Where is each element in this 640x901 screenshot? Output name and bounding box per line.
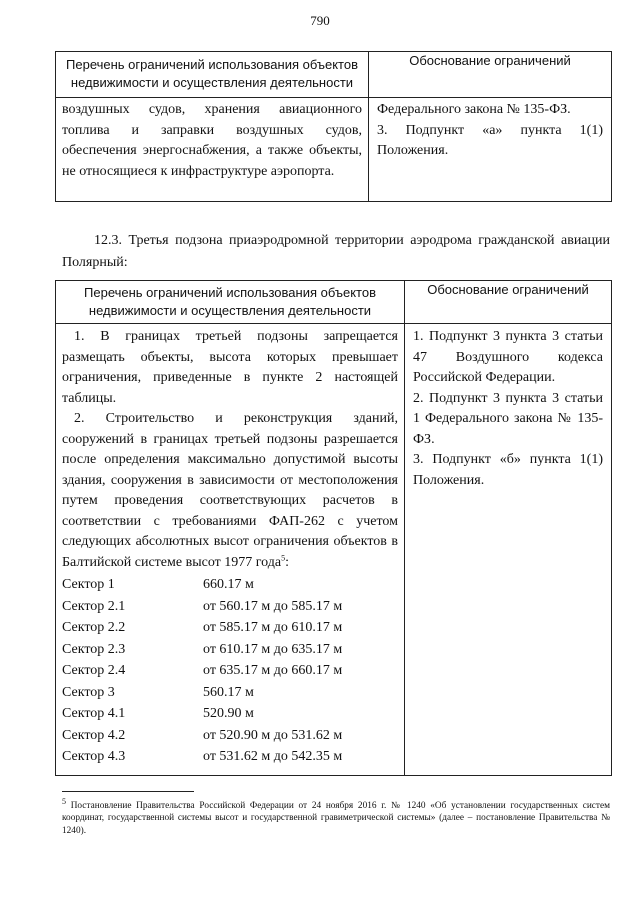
table2-basis-cell [405,324,612,776]
footnote-separator [62,791,194,792]
sector-row: Сектор 2.1 от 560.17 м до 585.17 м [62,598,343,614]
footnote-mark: 5 [62,796,66,806]
sector-row: Сектор 4.3 от 531.62 м до 542.35 м [62,749,343,764]
table2-header-basis: Обоснование ограничений [405,281,612,324]
table1-basis-line2: 3. Подпункт «а» пункта 1(1) Положения. [377,122,603,158]
page-number: 790 [310,13,330,28]
table1-basis-line1: Федерального закона № 135-ФЗ. [377,102,571,117]
section-heading: 12.3. Третья подзона приаэродромной территории аэродрома гражданской авиации Полярный: [62,233,610,270]
table1-restriction-cell: воздушных судов, хранения авиационного топлива и заправки воздушных судов, обеспечения энергоснабжения, а также объекты, не относящиеся к инфраструктуре аэропорта. [56,98,369,202]
table1-basis-cell [369,98,612,202]
table-third-subzone [55,280,612,776]
basis-item-2: 2. Подпункт 3 пункта 3 статьи 1 Федерального закона № 135-ФЗ. [413,390,603,447]
basis-item-1: 1. Подпункт 3 пункта 3 статьи 47 Воздушного кодекса Российской Федерации. [413,329,603,385]
sector-row: Сектор 2.2 от 585.17 м до 610.17 м [62,620,343,635]
restriction-item-2: 2. Строительство и реконструкция зданий, сооружений в границах третьей подзоны разрешается после определения максимально допустимой высоты здания, сооружения в зависимости от местоположения путем проведения соответствующих расчетов в соответствии с требованиями ФАП-262 с учетом следующих абсолютных высот ограничения объектов в Балтийской системе высот 1977 года$^5$: [62,411,398,570]
basis-item-3: 3. Подпункт «б» пункта 1(1) Положения. [413,452,603,488]
footnote: $^5$ Постановление Правительства Российской Федерации от 24 ноября 2016 г. № 1240 «Об установлении государственных систем координат, государственной системы высот и государственной гравиметрической системы» (далее – постановление Правительства № 1240). [62,796,610,836]
footnote-ref: 5 [281,552,286,562]
table-continued [55,51,612,202]
table1-header-basis: Обоснование ограничений [369,52,612,98]
restriction-item-1: 1. В границах третьей подзоны запрещается размещать объекты, высота которых превышает ограничения, приведенные в пункте 2 настоящей таблицы. [62,329,398,406]
table2-restrictions-cell [56,324,405,776]
sector-list [62,574,398,768]
table1-header-restrictions: Перечень ограничений использования объектов недвижимости и осуществления деятельности [56,52,369,98]
table2-header-restrictions: Перечень ограничений использования объектов недвижимости и осуществления деятельности [56,281,405,324]
sector-row: Сектор 2.4 от 635.17 м до 660.17 м [62,663,343,678]
sector-row: Сектор 1 660.17 м [62,577,254,592]
sector-row: Сектор 4.1 520.90 м [62,706,254,721]
sector-row: Сектор 4.2 от 520.90 м до 531.62 м [62,727,343,743]
sector-row: Сектор 3 560.17 м [62,684,254,700]
sector-row: Сектор 2.3 от 610.17 м до 635.17 м [62,641,343,657]
